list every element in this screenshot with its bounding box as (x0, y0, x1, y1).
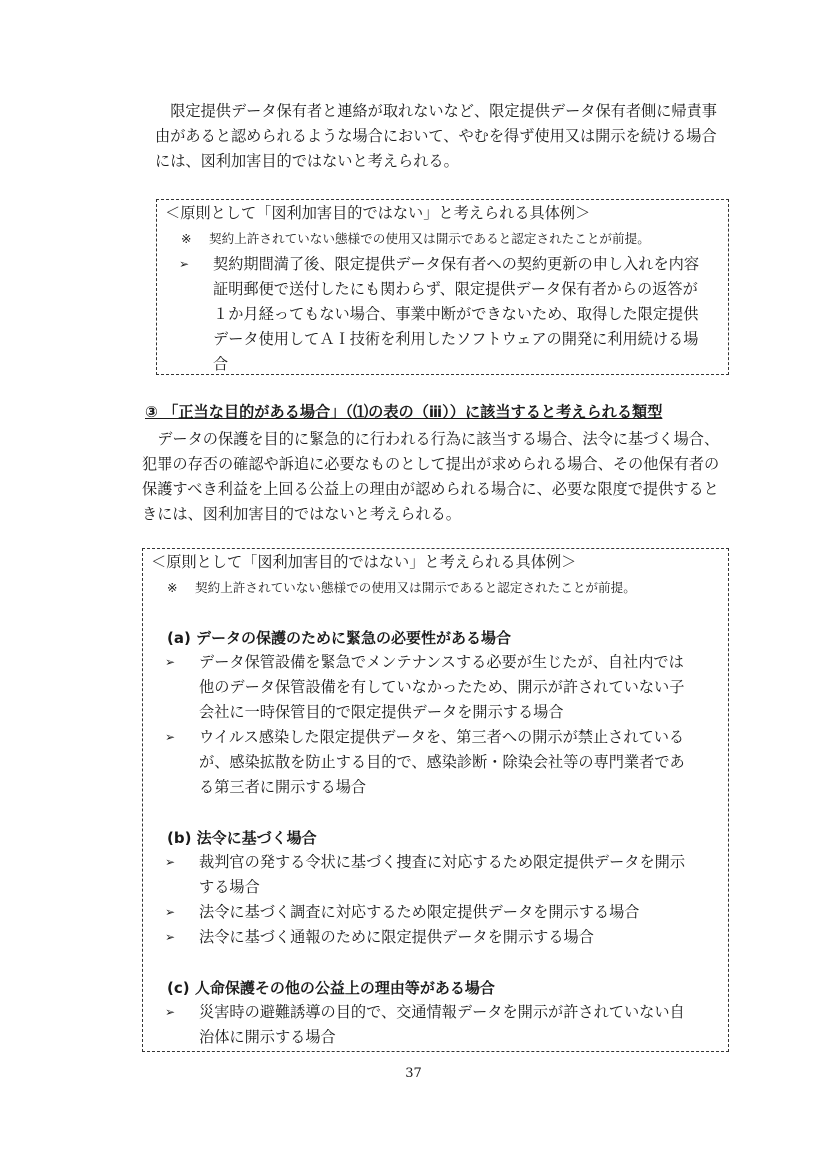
arrow-bullet-icon: ➢ (165, 1005, 176, 1019)
note-text: 契約上許されていない態様での使用又は開示であると認定されたことが前提。 (209, 231, 650, 246)
page-number: 37 (405, 1066, 422, 1081)
list-item-text: 契約期間満了後、限定提供データ保有者への契約更新の申し入れを内容証明郵便で送付したにも関わらず、限定提供データ保有者からの返答が１か月経ってもない場合、事業中断ができないため、取得した限定提供データ使用してＡＩ技術を利用したソフトウェアの開発に利用続ける場合 (213, 255, 699, 373)
group-heading-a: (a) データの保護のために緊急の必要性がある場合 (167, 629, 512, 647)
arrow-bullet-icon: ➢ (165, 905, 176, 919)
list-item-text: 法令に基づく調査に対応するため限定提供データを開示する場合 (199, 903, 640, 921)
arrow-bullet-icon: ➢ (165, 655, 176, 669)
arrow-bullet-icon: ➢ (165, 930, 176, 944)
section-paragraph: データの保護を目的に緊急的に行われる行為に該当する場合、法令に基づく場合、犯罪の存否の確認や訴追に必要なものとして提出が求められる場合、その他保有者の保護すべき利益を上回る公益上の理由が認められる場合に、必要な限度で提供するときには、図利加害目的ではないと考えられる。 (142, 430, 720, 523)
note-mark: ※ (167, 580, 178, 595)
note-text: 契約上許されていない態様での使用又は開示であると認定されたことが前提。 (195, 580, 636, 595)
example-box-1 (156, 199, 729, 375)
list-item-text: データ保管設備を緊急でメンテナンスする必要が生じたが、自社内では他のデータ保管設備を有していなかったため、開示が許されていない子会社に一時保管目的で限定提供データを開示する場合 (199, 653, 685, 721)
list-item (165, 1000, 697, 1050)
group-heading-b: (b) 法令に基づく場合 (167, 829, 317, 847)
arrow-bullet-icon: ➢ (165, 730, 176, 744)
note-mark: ※ (181, 231, 192, 246)
arrow-bullet-icon: ➢ (165, 855, 176, 869)
list-item-text: ウイルス感染した限定提供データを、第三者への開示が禁止されているが、感染拡散を防止する目的で、感染診断・除染会社等の専門業者である第三者に開示する場合 (199, 728, 685, 796)
list-item-text: 災害時の避難誘導の目的で、交通情報データを開示が許されていない自治体に開示する場合 (199, 1003, 685, 1046)
example-box-2-note (167, 579, 636, 597)
list-item (165, 850, 697, 900)
example-box-2 (142, 548, 729, 1052)
list-item (165, 900, 705, 925)
example-box-2-title: ＜原則として「図利加害目的ではない」と考えられる具体例＞ (151, 553, 577, 571)
list-item (179, 252, 711, 377)
list-item (165, 650, 697, 725)
list-item (165, 725, 697, 800)
example-box-1-note (181, 230, 650, 248)
list-item-text: 裁判官の発する令状に基づく捜査に対応するため限定提供データを開示する場合 (199, 853, 685, 896)
list-item (165, 925, 705, 950)
section-heading: ③ 「正当な目的がある場合」（⑴の表の（ⅲ））に該当すると考えられる類型 (145, 403, 663, 421)
group-heading-c: (c) 人命保護その他の公益上の理由等がある場合 (167, 979, 495, 997)
arrow-bullet-icon: ➢ (179, 257, 190, 271)
list-item-text: 法令に基づく通報のために限定提供データを開示する場合 (199, 928, 594, 946)
example-box-1-title: ＜原則として「図利加害目的ではない」と考えられる具体例＞ (165, 204, 591, 222)
intro-paragraph: 限定提供データ保有者と連絡が取れないなど、限定提供データ保有者側に帰責事由があると認められるような場合において、やむを得ず使用又は開示を続ける場合には、図利加害目的ではないと考えられる。 (155, 102, 717, 170)
